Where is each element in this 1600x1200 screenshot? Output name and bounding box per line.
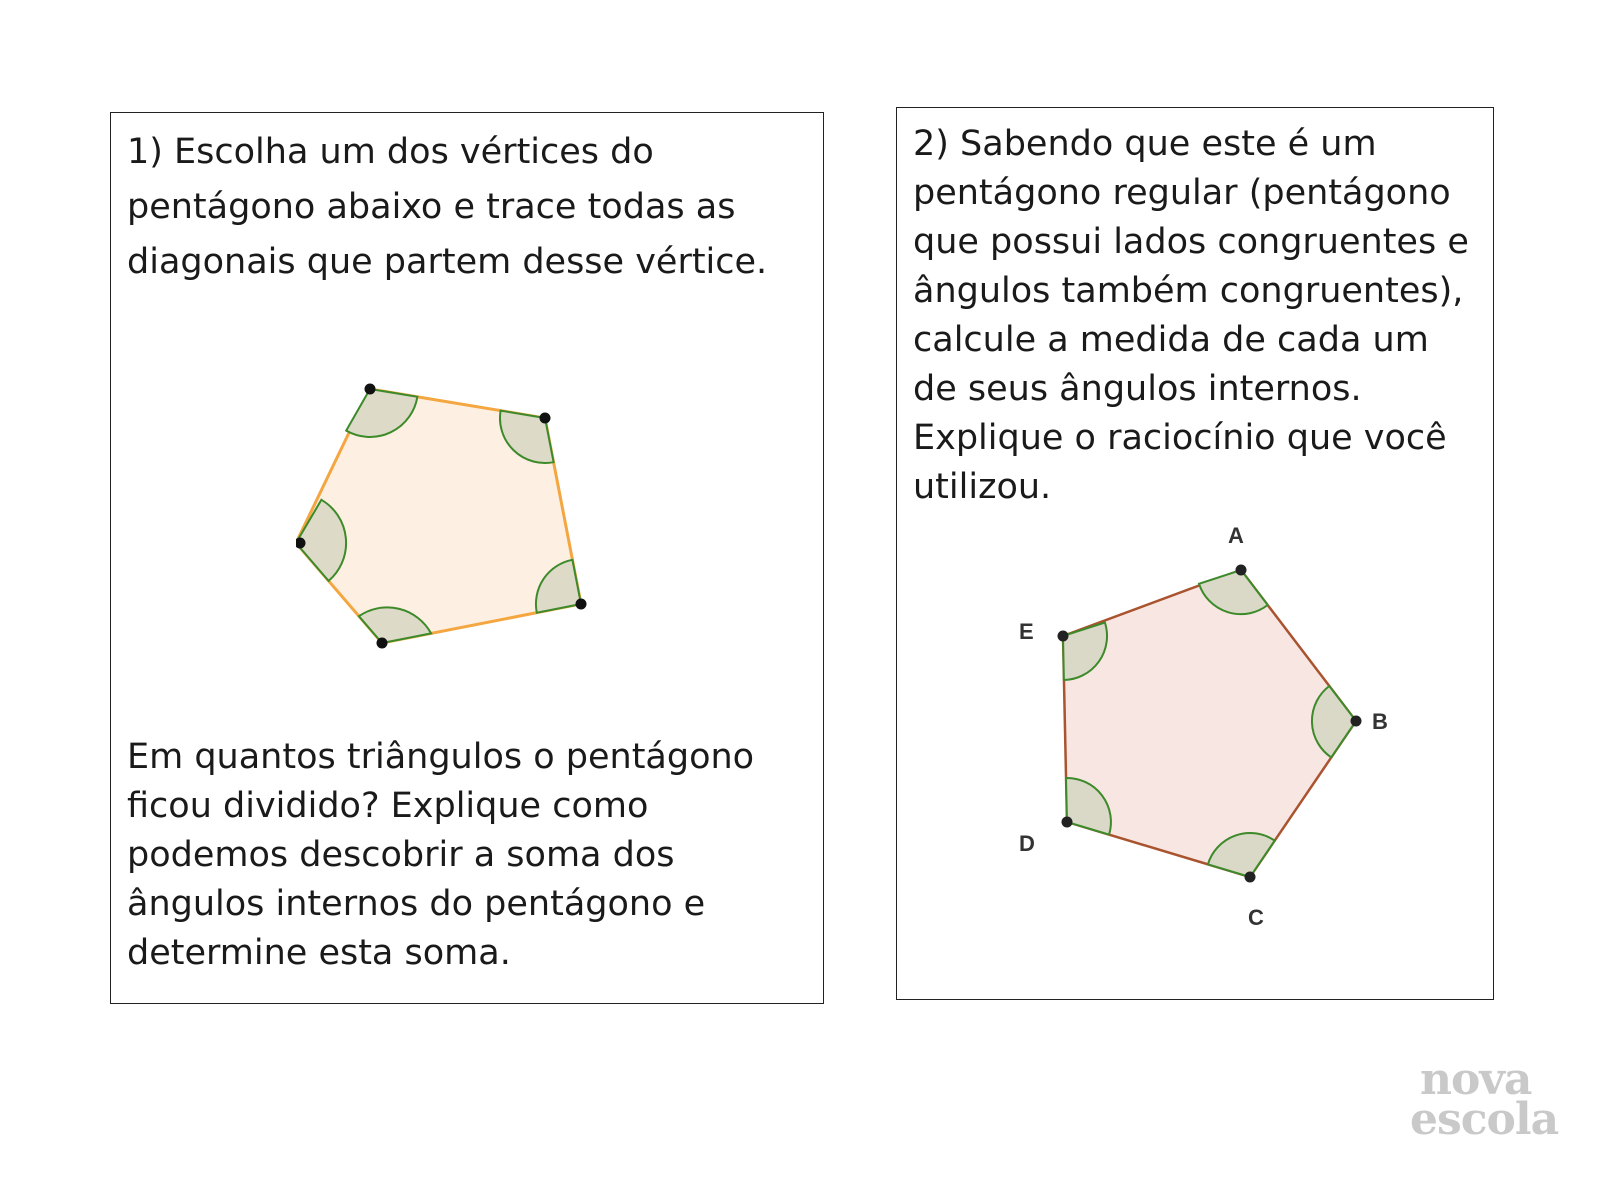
question-card-1: [110, 112, 824, 1004]
irregular-pentagon-figure: [296, 379, 616, 679]
vertex-point: [540, 413, 551, 424]
vertex-point-a: [1236, 565, 1247, 576]
vertex-point-b: [1351, 716, 1362, 727]
vertex-point-d: [1062, 817, 1073, 828]
regular-pentagon-figure: [997, 525, 1397, 935]
logo-line-2: escola: [1410, 1094, 1559, 1145]
logo-line-1: nova: [1420, 1054, 1532, 1105]
vertex-label-c: C: [1248, 905, 1264, 930]
question-text: Em quantos triângulos o pentágono ficou dividido? Explique como podemos descobrir a soma dos ângulos internos do pentágono e determine esta soma.: [127, 737, 755, 973]
nova-escola-logo: [1410, 1054, 1580, 1145]
question-card-2: [896, 107, 1494, 1000]
vertex-point: [377, 638, 388, 649]
vertex-label-e: E: [1019, 619, 1034, 644]
vertex-label-b: B: [1372, 709, 1388, 734]
vertex-point-c: [1245, 872, 1256, 883]
vertex-label-a: A: [1228, 525, 1244, 548]
vertex-point-e: [1058, 631, 1069, 642]
instruction-text: 1) Escolha um dos vértices do pentágono abaixo e trace todas as diagonais que partem desse vértice.: [127, 132, 768, 282]
vertex-point: [576, 599, 587, 610]
vertex-label-d: D: [1019, 831, 1035, 856]
question-text: 2) Sabendo que este é um pentágono regular (pentágono que possui lados congruentes e ângulos também congruentes), calcule a medida de cada um de seus ângulos internos. Explique o raciocínio que você utilizou.: [913, 124, 1469, 507]
vertex-point: [365, 384, 376, 395]
